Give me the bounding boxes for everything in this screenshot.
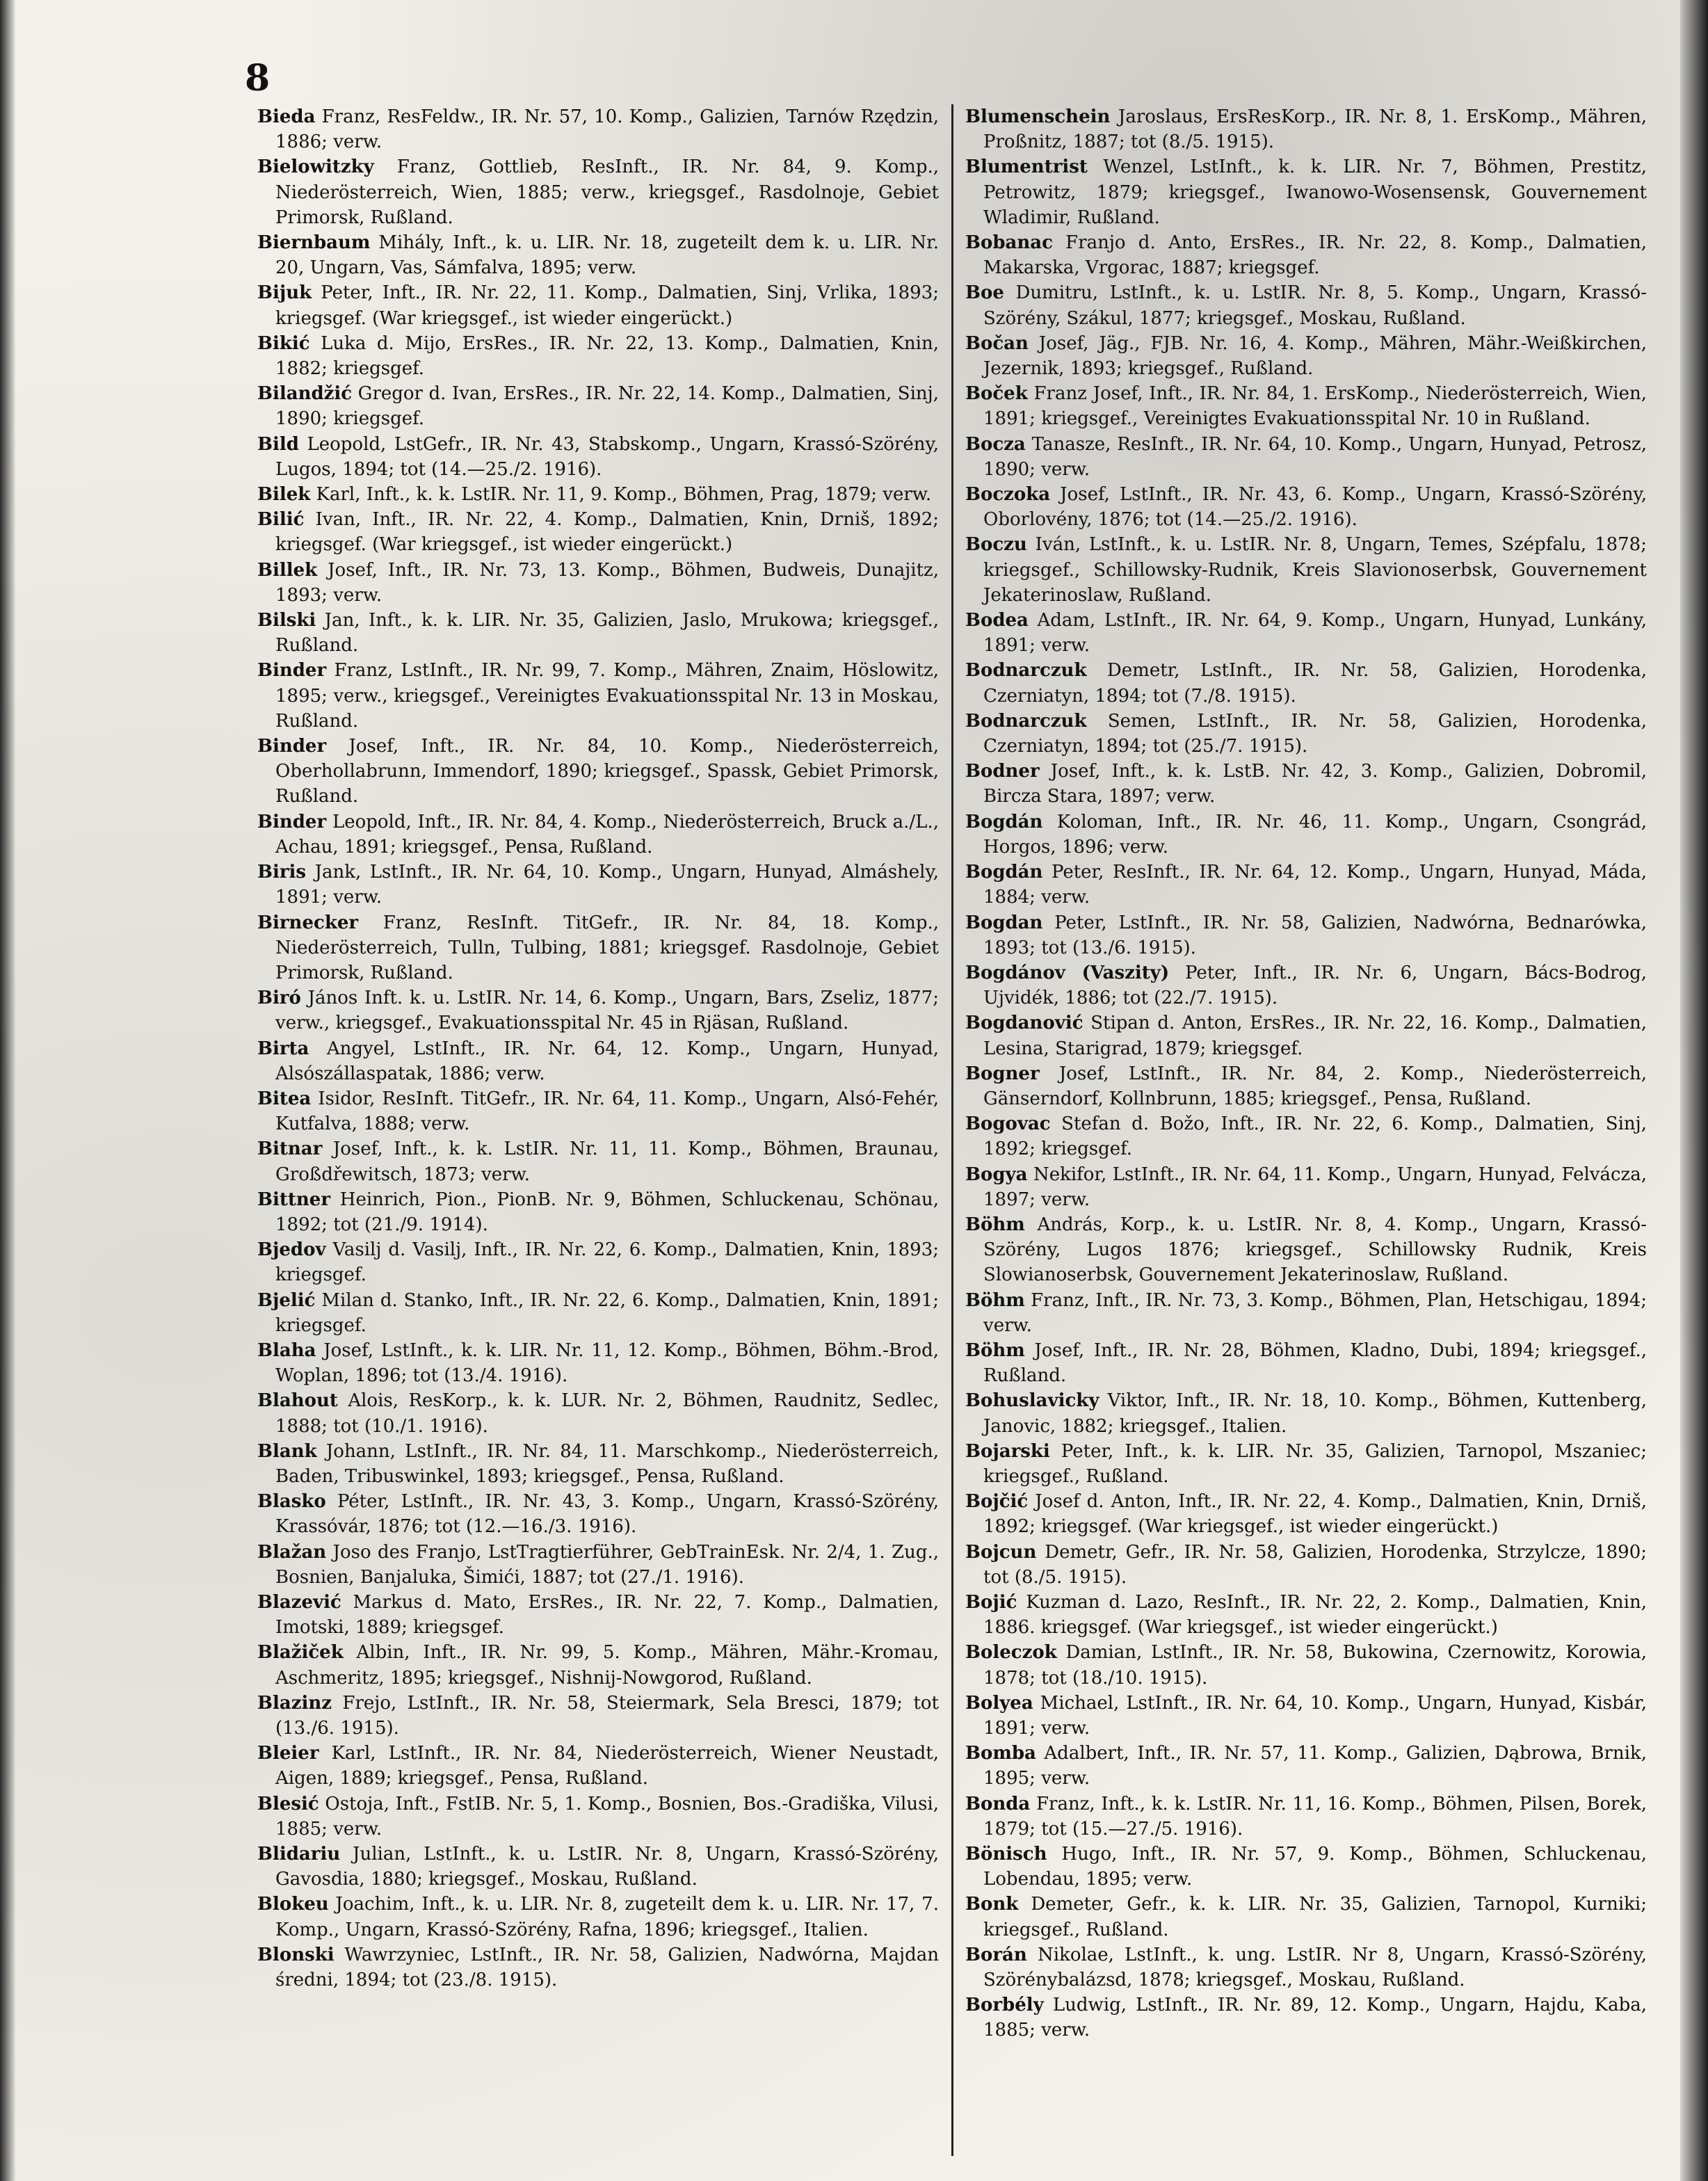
casualty-entry — [257, 810, 939, 860]
entry-details: Dumitru, LstInft., k. u. LstIR. Nr. 8, 5. Komp., Ungarn, Krassó-Szörény, Szákul, 1877; kriegsgef., Moskau, Rußland. — [983, 282, 1647, 329]
casualty-entry — [257, 507, 939, 557]
entry-details: Josef, Jäg., FJB. Nr. 16, 4. Komp., Mähren, Mähr.-Weißkirchen, Jezernik, 1893; kriegsgef., Rußland. — [983, 332, 1647, 380]
entry-details: Leopold, LstGefr., IR. Nr. 43, Stabskomp., Ungarn, Krassó-Szörény, Lugos, 1894; tot (14.—25./2. 1916). — [275, 433, 939, 480]
entry-surname: Binder — [257, 660, 327, 682]
entry-surname: Blesić — [257, 1793, 319, 1814]
entry-surname: Blank — [257, 1440, 317, 1462]
entry-surname: Blahout — [257, 1390, 338, 1412]
casualty-entry — [257, 1842, 939, 1892]
entry-surname: Bodner — [965, 761, 1040, 782]
casualty-entry — [965, 1489, 1647, 1539]
entry-surname: Blažan — [257, 1541, 327, 1563]
entry-details: Mihály, Inft., k. u. LIR. Nr. 18, zugeteilt dem k. u. LIR. Nr. 20, Ungarn, Vas, Sámfalva, 1895; verw. — [275, 232, 939, 279]
entry-surname: Blaha — [257, 1339, 316, 1361]
entry-surname: Bieda — [257, 106, 316, 127]
casualty-entry — [257, 860, 939, 910]
casualty-entry — [965, 1741, 1647, 1791]
casualty-entry — [257, 1036, 939, 1086]
casualty-entry — [965, 608, 1647, 658]
entry-details: Péter, LstInft., IR. Nr. 43, 3. Komp., Ungarn, Krassó-Szörény, Krassóvár, 1876; tot (12.—16./3. 1916). — [275, 1491, 939, 1538]
entry-details: Johann, LstInft., IR. Nr. 84, 11. Marschkomp., Niederösterreich, Baden, Tribuswinkel, 1893; kriegsgef., Pensa, Rußland. — [275, 1440, 939, 1487]
entry-surname: Binder — [257, 736, 327, 757]
casualty-entry — [257, 1187, 939, 1237]
entry-details: Karl, Inft., k. k. LstIR. Nr. 11, 9. Komp., Böhmen, Prag, 1879; verw. — [310, 484, 932, 506]
entry-surname: Boček — [965, 383, 1028, 405]
entry-details: Tanasze, ResInft., IR. Nr. 64, 10. Komp., Ungarn, Hunyad, Petrosz, 1890; verw. — [983, 433, 1647, 480]
entry-details: Franjo d. Anto, ErsRes., IR. Nr. 22, 8. Komp., Dalmatien, Makarska, Vrgorac, 1887; kriegsgef. — [983, 232, 1647, 279]
entry-details: Jank, LstInft., IR. Nr. 64, 10. Komp., Ungarn, Hunyad, Almáshely, 1891; verw. — [275, 862, 939, 908]
entry-details: Joachim, Inft., k. u. LIR. Nr. 8, zugeteilt dem k. u. LIR. Nr. 17, 7. Komp., Ungarn, Krassó-Szörény, Rafna, 1896; kriegsgef., Italien. — [275, 1894, 939, 1940]
entry-surname: Boe — [965, 282, 1004, 304]
entry-details: Ostoja, Inft., FstIB. Nr. 5, 1. Komp., Bosnien, Bos.-Gradiška, Vilusi, 1885; verw. — [275, 1793, 939, 1840]
scan-shadow-right — [1680, 0, 1708, 2181]
casualty-entry — [257, 734, 939, 810]
entry-details: Josef, LstInft., IR. Nr. 84, 2. Komp., Niederösterreich, Gänserndorf, Kollnbrunn, 1885; kriegsgef., Pensa, Rußland. — [983, 1063, 1647, 1109]
column-divider — [951, 104, 953, 2156]
entry-details: Josef, LstInft., k. k. LIR. Nr. 11, 12. Komp., Böhmen, Böhm.-Brod, Woplan, 1896; tot (13./4. 1916). — [275, 1339, 939, 1387]
entry-details: Heinrich, Pion., PionB. Nr. 9, Böhmen, Schluckenau, Schönau, 1892; tot (21./9. 1914). — [275, 1189, 939, 1235]
entry-surname: Bilandžić — [257, 383, 353, 405]
entry-details: Vasilj d. Vasilj, Inft., IR. Nr. 22, 6. Komp., Dalmatien, Knin, 1893; kriegsgef. — [275, 1239, 939, 1286]
casualty-entry — [965, 154, 1647, 230]
entry-details: Michael, LstInft., IR. Nr. 64, 10. Komp., Ungarn, Hunyad, Kisbár, 1891; verw. — [983, 1692, 1647, 1739]
casualty-entry — [257, 1489, 939, 1539]
entry-surname: Bogdánov (Vaszity) — [965, 962, 1170, 983]
casualty-entry — [965, 381, 1647, 431]
casualty-entry — [965, 960, 1647, 1011]
casualty-entry — [965, 1338, 1647, 1388]
casualty-entry — [965, 1640, 1647, 1690]
casualty-entry — [965, 1892, 1647, 1942]
casualty-entry — [257, 1288, 939, 1338]
casualty-entry — [257, 1388, 939, 1438]
entry-details: Josef, Inft., IR. Nr. 73, 13. Komp., Böhmen, Budweis, Dunajitz, 1893; verw. — [275, 559, 939, 606]
casualty-entry — [965, 1439, 1647, 1489]
casualty-entry — [257, 1086, 939, 1136]
entry-surname: Binder — [257, 811, 327, 832]
casualty-entry — [257, 608, 939, 658]
casualty-entry — [257, 1691, 939, 1741]
entry-details: Franz, Inft., k. k. LstIR. Nr. 11, 16. Komp., Böhmen, Pilsen, Borek, 1879; tot (15.—27./5. 1916). — [983, 1793, 1647, 1840]
entry-surname: Bilić — [257, 509, 305, 531]
casualty-entry — [257, 280, 939, 330]
entry-details: Ivan, Inft., IR. Nr. 22, 4. Komp., Dalmatien, Knin, Drniš, 1892; kriegsgef. (War kriegsgef., ist wieder eingerückt.) — [275, 509, 939, 556]
entry-details: Franz, LstInft., IR. Nr. 99, 7. Komp., Mähren, Znaim, Höslowitz, 1895; verw., kriegsgef., Vereinigtes Evakuationsspital Nr. 13 in Moskau, Rußland. — [275, 660, 939, 732]
entry-surname: Bielowitzky — [257, 156, 374, 178]
entry-surname: Blumentrist — [965, 156, 1088, 178]
entry-surname: Bittner — [257, 1189, 331, 1210]
entry-details: Demeter, Gefr., k. k. LIR. Nr. 35, Galizien, Tarnopol, Kurniki; kriegsgef., Rußland. — [983, 1894, 1647, 1940]
entry-surname: Bonk — [965, 1894, 1019, 1915]
entry-surname: Boleczok — [965, 1642, 1057, 1664]
entry-surname: Biernbaum — [257, 232, 371, 254]
entry-surname: Blidariu — [257, 1844, 341, 1865]
casualty-entry — [257, 1136, 939, 1186]
entry-surname: Bogdán — [965, 862, 1043, 883]
entry-details: Damian, LstInft., IR. Nr. 58, Bukowina, Czernowitz, Korowia, 1878; tot (18./10. 1915). — [983, 1642, 1647, 1689]
entry-surname: Bogya — [965, 1164, 1028, 1185]
entry-surname: Bodnarczuk — [965, 710, 1087, 732]
entry-surname: Bitea — [257, 1088, 312, 1109]
casualty-entry — [965, 1212, 1647, 1288]
casualty-entry — [257, 1237, 939, 1287]
entry-details: Wawrzyniec, LstInft., IR. Nr. 58, Galizien, Nadwórna, Majdan średni, 1894; tot (23./8. 1915). — [275, 1944, 939, 1991]
casualty-entry — [257, 154, 939, 230]
entry-details: Koloman, Inft., IR. Nr. 46, 11. Komp., Ungarn, Csongrád, Horgos, 1896; verw. — [983, 811, 1647, 858]
casualty-entry — [965, 810, 1647, 860]
casualty-entry — [257, 1640, 939, 1690]
entry-surname: Blazinz — [257, 1692, 332, 1714]
entry-surname: Bleier — [257, 1743, 319, 1764]
entry-details: Demetr, Gefr., IR. Nr. 58, Galizien, Horodenka, Strzylcze, 1890; tot (8./5. 1915). — [983, 1541, 1647, 1588]
casualty-entry — [965, 910, 1647, 960]
entry-details: Peter, Inft., IR. Nr. 6, Ungarn, Bács-Bodrog, Ujvidék, 1886; tot (22./7. 1915). — [983, 962, 1647, 1009]
entry-details: Franz, ResFeldw., IR. Nr. 57, 10. Komp., Galizien, Tarnów Rzędzin, 1886; verw. — [275, 106, 939, 153]
casualty-entry — [257, 1741, 939, 1791]
entry-surname: Bitnar — [257, 1138, 323, 1160]
entry-surname: Bilek — [257, 484, 311, 506]
entry-details: Adam, LstInft., IR. Nr. 64, 9. Komp., Ungarn, Hunyad, Lunkány, 1891; verw. — [983, 610, 1647, 657]
entry-surname: Bogdan — [965, 912, 1043, 933]
entry-details: Demetr, LstInft., IR. Nr. 58, Galizien, Horodenka, Czerniatyn, 1894; tot (7./8. 1915). — [983, 660, 1647, 707]
casualty-entry — [965, 709, 1647, 759]
casualty-entry — [965, 1942, 1647, 1993]
casualty-entry — [257, 985, 939, 1036]
entry-details: Frejo, LstInft., IR. Nr. 58, Steiermark, Sela Bresci, 1879; tot (13./6. 1915). — [275, 1692, 939, 1739]
entry-details: Adalbert, Inft., IR. Nr. 57, 11. Komp., Galizien, Dąbrowa, Brnik, 1895; verw. — [983, 1743, 1647, 1789]
entry-surname: Bojarski — [965, 1440, 1050, 1462]
casualty-entry — [965, 1540, 1647, 1590]
entry-details: Milan d. Stanko, Inft., IR. Nr. 22, 6. Komp., Dalmatien, Knin, 1891; kriegsgef. — [275, 1289, 939, 1336]
entry-surname: Bogdán — [965, 811, 1043, 832]
casualty-entry — [257, 230, 939, 280]
entry-details: Josef d. Anton, Inft., IR. Nr. 22, 4. Komp., Dalmatien, Knin, Drniš, 1892; kriegsgef. (War kriegsgef., ist wieder eingerückt.) — [983, 1491, 1647, 1538]
casualty-entry — [965, 1691, 1647, 1741]
entry-details: Angyel, LstInft., IR. Nr. 64, 12. Komp., Ungarn, Hunyad, Alsószállaspatak, 1886; verw. — [275, 1038, 939, 1084]
entry-surname: Borán — [965, 1944, 1027, 1965]
entry-surname: Bonda — [965, 1793, 1031, 1814]
entry-surname: Bobanac — [965, 232, 1053, 254]
entry-details: Karl, LstInft., IR. Nr. 84, Niederösterreich, Wiener Neustadt, Aigen, 1889; kriegsgef., Pensa, Rußland. — [275, 1743, 939, 1789]
entry-details: Luka d. Mijo, ErsRes., IR. Nr. 22, 13. Komp., Dalmatien, Knin, 1882; kriegsgef. — [275, 332, 939, 380]
entry-surname: Böhm — [965, 1339, 1025, 1361]
casualty-entry — [257, 331, 939, 381]
entry-surname: Bogdanović — [965, 1013, 1083, 1034]
entry-surname: Biris — [257, 862, 307, 883]
entry-details: Alois, ResKorp., k. k. LUR. Nr. 2, Böhmen, Raudnitz, Sedlec, 1888; tot (10./1. 1916). — [275, 1390, 939, 1437]
casualty-entry — [257, 1792, 939, 1842]
entry-surname: Birnecker — [257, 912, 359, 933]
casualty-entry — [257, 1942, 939, 1993]
casualty-entry — [965, 860, 1647, 910]
entry-surname: Bohuslavicky — [965, 1390, 1099, 1412]
casualty-entry — [965, 532, 1647, 608]
entry-surname: Biró — [257, 988, 301, 1009]
casualty-entry — [257, 432, 939, 482]
entry-surname: Billek — [257, 559, 318, 581]
entry-details: Josef, Inft., IR. Nr. 28, Böhmen, Kladno, Dubi, 1894; kriegsgef., Rußland. — [983, 1339, 1647, 1387]
casualty-entry — [965, 759, 1647, 809]
entry-details: Franz, ResInft. TitGefr., IR. Nr. 84, 18. Komp., Niederösterreich, Tulln, Tulbing, 1881; kriegsgef. Rasdolnoje, Gebiet Primorsk, Rußland. — [275, 912, 939, 983]
casualty-entry — [965, 658, 1647, 708]
casualty-entry — [257, 1439, 939, 1489]
casualty-entry — [965, 1792, 1647, 1842]
casualty-entry — [965, 331, 1647, 381]
entry-details: Jaroslaus, ErsResKorp., IR. Nr. 8, 1. ErsKomp., Mähren, Proßnitz, 1887; tot (8./5. 1915). — [983, 106, 1647, 153]
casualty-entry — [965, 1590, 1647, 1640]
entry-details: Peter, LstInft., IR. Nr. 58, Galizien, Nadwórna, Bednarówka, 1893; tot (13./6. 1915). — [983, 912, 1647, 958]
entry-details: Semen, LstInft., IR. Nr. 58, Galizien, Horodenka, Czerniatyn, 1894; tot (25./7. 1915). — [983, 710, 1647, 757]
entry-surname: Boczu — [965, 534, 1027, 556]
casualty-entry — [965, 1061, 1647, 1111]
entry-details: Stipan d. Anton, ErsRes., IR. Nr. 22, 16. Komp., Dalmatien, Lesina, Starigrad, 1879; kriegsgef. — [983, 1013, 1647, 1059]
entry-surname: Bjelić — [257, 1289, 316, 1311]
casualty-entry — [257, 381, 939, 431]
entry-details: Josef, Inft., k. k. LstIR. Nr. 11, 11. Komp., Böhmen, Braunau, Großdřewitsch, 1873; verw. — [275, 1138, 939, 1185]
casualty-entry — [965, 1288, 1647, 1338]
entry-surname: Bilski — [257, 610, 316, 631]
casualty-entry — [257, 658, 939, 734]
entry-surname: Bodea — [965, 610, 1029, 631]
entry-details: Nikolae, LstInft., k. ung. LstIR. Nr 8, Ungarn, Krassó-Szörény, Szörénybalázsd, 1878; kriegsgef., Moskau, Rußland. — [983, 1944, 1647, 1991]
entry-details: Iván, LstInft., k. u. LstIR. Nr. 8, Ungarn, Temes, Szépfalu, 1878; kriegsgef., Schillowsky-Rudnik, Kreis Slavionoserbsk, Gouvernement Jekaterinoslaw, Rußland. — [983, 534, 1647, 606]
casualty-entry — [257, 558, 939, 608]
casualty-entry — [965, 1388, 1647, 1438]
entry-details: Nekifor, LstInft., IR. Nr. 64, 11. Komp., Ungarn, Hunyad, Felvácza, 1897; verw. — [983, 1164, 1647, 1210]
entry-surname: Borbély — [965, 1995, 1044, 2016]
entry-details: Peter, Inft., IR. Nr. 22, 11. Komp., Dalmatien, Sinj, Vrlika, 1893; kriegsgef. (War kriegsgef., ist wieder eingerückt.) — [275, 282, 939, 329]
entry-details: Franz, Inft., IR. Nr. 73, 3. Komp., Böhmen, Plan, Hetschigau, 1894; verw. — [983, 1289, 1647, 1336]
entry-surname: Bojić — [965, 1591, 1017, 1613]
casualty-entry — [257, 910, 939, 986]
entry-details: Josef, LstInft., IR. Nr. 43, 6. Komp., Ungarn, Krassó-Szörény, Oborlovény, 1876; tot (14.—25./2. 1916). — [983, 484, 1647, 531]
entry-surname: Blazević — [257, 1591, 341, 1613]
entry-surname: Bocza — [965, 433, 1026, 455]
casualty-entry — [965, 482, 1647, 532]
casualty-entry — [965, 432, 1647, 482]
entry-surname: Blažiček — [257, 1642, 344, 1664]
entry-details: Ludwig, LstInft., IR. Nr. 89, 12. Komp., Ungarn, Hajdu, Kaba, 1885; verw. — [983, 1995, 1647, 2041]
entry-details: Franz, Gottlieb, ResInft., IR. Nr. 84, 9. Komp., Niederösterreich, Wien, 1885; verw., kriegsgef., Rasdolnoje, Gebiet Primorsk, Rußland. — [275, 156, 939, 228]
entry-details: Markus d. Mato, ErsRes., IR. Nr. 22, 7. Komp., Dalmatien, Imotski, 1889; kriegsgef. — [275, 1591, 939, 1639]
casualty-entry — [965, 1162, 1647, 1212]
entry-details: Stefan d. Božo, Inft., IR. Nr. 22, 6. Komp., Dalmatien, Sinj, 1892; kriegsgef. — [983, 1113, 1647, 1160]
entry-details: Gregor d. Ivan, ErsRes., IR. Nr. 22, 14. Komp., Dalmatien, Sinj, 1890; kriegsgef. — [275, 383, 939, 430]
casualty-entry — [965, 1111, 1647, 1161]
entry-surname: Bogovac — [965, 1113, 1051, 1135]
entry-surname: Blumenschein — [965, 106, 1111, 127]
entry-details: Peter, ResInft., IR. Nr. 64, 12. Komp., Ungarn, Hunyad, Máda, 1884; verw. — [983, 862, 1647, 908]
casualty-entry — [257, 1892, 939, 1942]
casualty-entry — [257, 482, 939, 507]
casualty-entry — [257, 1338, 939, 1388]
entry-surname: Bolyea — [965, 1692, 1033, 1714]
left-column — [257, 104, 939, 2163]
scan-shadow-left — [0, 0, 15, 2181]
entry-details: Wenzel, LstInft., k. k. LIR. Nr. 7, Böhmen, Prestitz, Petrowitz, 1879; kriegsgef., Iwanowo-Wosensensk, Gouvernement Wladimir, Rußland. — [983, 156, 1647, 228]
entry-surname: Bomba — [965, 1743, 1036, 1764]
entry-surname: Bikić — [257, 332, 310, 354]
entry-details: Josef, Inft., k. k. LstB. Nr. 42, 3. Komp., Galizien, Dobromil, Bircza Stara, 1897; verw. — [983, 761, 1647, 807]
entry-surname: Blasko — [257, 1491, 326, 1513]
page-number: 8 — [245, 57, 271, 99]
casualty-entry — [965, 104, 1647, 154]
entry-surname: Boczoka — [965, 484, 1051, 506]
entry-details: János Inft. k. u. LstIR. Nr. 14, 6. Komp., Ungarn, Bars, Zseliz, 1877; verw., kriegsgef., Evakuationsspital Nr. 45 in Rjäsan, Rußland. — [275, 988, 939, 1034]
entry-details: Josef, Inft., IR. Nr. 84, 10. Komp., Niederösterreich, Oberhollabrunn, Immendorf, 1890; kriegsgef., Spassk, Gebiet Primorsk, Rußland. — [275, 736, 939, 807]
entry-surname: Böhm — [965, 1214, 1025, 1235]
entry-details: Viktor, Inft., IR. Nr. 18, 10. Komp., Böhmen, Kuttenberg, Janovic, 1882; kriegsgef., Italien. — [983, 1390, 1647, 1437]
entry-surname: Blokeu — [257, 1894, 329, 1915]
entry-details: Leopold, Inft., IR. Nr. 84, 4. Komp., Niederösterreich, Bruck a./L., Achau, 1891; kriegsgef., Pensa, Rußland. — [275, 811, 939, 858]
entry-surname: Bojčić — [965, 1491, 1029, 1513]
entry-details: Franz Josef, Inft., IR. Nr. 84, 1. ErsKomp., Niederösterreich, Wien, 1891; kriegsgef., Vereinigtes Evakuationsspital Nr. 10 in Rußland. — [983, 383, 1647, 430]
casualty-entry — [257, 1540, 939, 1590]
entry-surname: Bogner — [965, 1063, 1040, 1084]
entry-details: Hugo, Inft., IR. Nr. 57, 9. Komp., Böhmen, Schluckenau, Lobendau, 1895; verw. — [983, 1844, 1647, 1890]
entry-details: Isidor, ResInft. TitGefr., IR. Nr. 64, 11. Komp., Ungarn, Alsó-Fehér, Kutfalva, 1888; verw. — [275, 1088, 939, 1135]
entry-surname: Bočan — [965, 332, 1029, 354]
entry-surname: Bjedov — [257, 1239, 326, 1261]
entry-details: Joso des Franjo, LstTragtierführer, GebTrainEsk. Nr. 2/4, 1. Zug., Bosnien, Banjaluka, Šimići, 1887; tot (27./1. 1916). — [275, 1541, 939, 1588]
entry-surname: Bönisch — [965, 1844, 1047, 1865]
casualty-entry — [965, 1993, 1647, 2043]
entry-surname: Birta — [257, 1038, 309, 1059]
casualty-entry — [965, 230, 1647, 280]
entry-details: Jan, Inft., k. k. LIR. Nr. 35, Galizien, Jaslo, Mrukowa; kriegsgef., Rußland. — [275, 610, 939, 657]
entry-details: Julian, LstInft., k. u. LstIR. Nr. 8, Ungarn, Krassó-Szörény, Gavosdia, 1880; kriegsgef., Moskau, Rußland. — [275, 1844, 939, 1890]
entry-surname: Bijuk — [257, 282, 312, 304]
casualty-entry — [965, 1011, 1647, 1061]
entry-surname: Bodnarczuk — [965, 660, 1087, 682]
entry-details: Albin, Inft., IR. Nr. 99, 5. Komp., Mähren, Mähr.-Kromau, Aschmeritz, 1895; kriegsgef., Nishnij-Nowgorod, Rußland. — [275, 1642, 939, 1689]
entry-surname: Bild — [257, 433, 299, 455]
entry-surname: Bojcun — [965, 1541, 1037, 1563]
casualty-entry — [257, 104, 939, 154]
entry-details: Peter, Inft., k. k. LIR. Nr. 35, Galizien, Tarnopol, Mszaniec; kriegsgef., Rußland. — [983, 1440, 1647, 1487]
right-column — [965, 104, 1647, 2163]
entry-details: Kuzman d. Lazo, ResInft., IR. Nr. 22, 2. Komp., Dalmatien, Knin, 1886. kriegsgef. (War kriegsgef., ist wieder eingerückt.) — [983, 1591, 1647, 1639]
casualty-entry — [965, 280, 1647, 330]
casualty-entry — [257, 1590, 939, 1640]
entry-surname: Böhm — [965, 1289, 1025, 1311]
entry-surname: Blonski — [257, 1944, 335, 1965]
casualty-entry — [965, 1842, 1647, 1892]
entry-details: András, Korp., k. u. LstIR. Nr. 8, 4. Komp., Ungarn, Krassó-Szörény, Lugos 1876; kriegsgef., Schillowsky Rudnik, Kreis Slowianoserbsk, Gouvernement Jekaterinoslaw, Rußland. — [983, 1214, 1647, 1286]
